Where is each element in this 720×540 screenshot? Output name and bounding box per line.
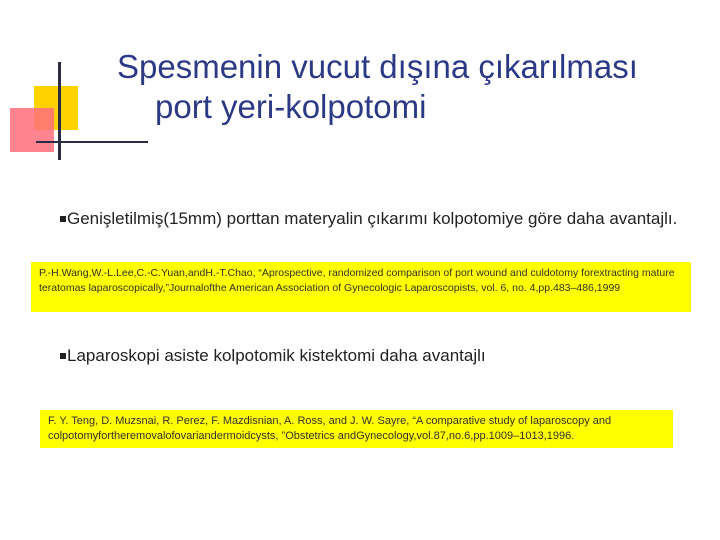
slide-title-line-2: port yeri-kolpotomi [155,88,427,125]
decorative-horizontal-line [36,141,148,143]
reference-box [31,262,691,312]
bullet-item [60,345,680,367]
square-bullet-icon [60,216,66,222]
reference-text: F. Y. Teng, D. Muzsnai, R. Perez, F. Mazdisnian, A. Ross, and J. W. Sayre, “A comparative study of laparoscopy and colpotomyfortheremovalofovariandermoidcysts, ”Obstetrics andGynecology,vol.87,no.6,pp.1009–1013,1996. [48,415,612,442]
reference-text: P.-H.Wang,W.-L.Lee,C.-C.Yuan,andH.-T.Chao, “Aprospective, randomized comparison of port wound and culdotomy forextracting mature teratomas laparoscopically,”Journalofthe American Association of Gynecologic Laparoscopists, vol. 6, no. 4,pp.483–486,1999 [39,267,675,294]
square-bullet-icon [60,353,66,359]
bullet-text: Laparoskopi asiste kolpotomik kistektomi daha avantajlı [67,346,486,365]
reference-box [40,410,673,448]
slide-title [0,47,720,127]
slide-title-line-1: Spesmenin vucut dışına çıkarılması [117,48,638,85]
bullet-text: Genişletilmiş(15mm) porttan materyalin çıkarımı kolpotomiye göre daha avantajlı. [67,209,678,228]
bullet-item [60,208,680,230]
